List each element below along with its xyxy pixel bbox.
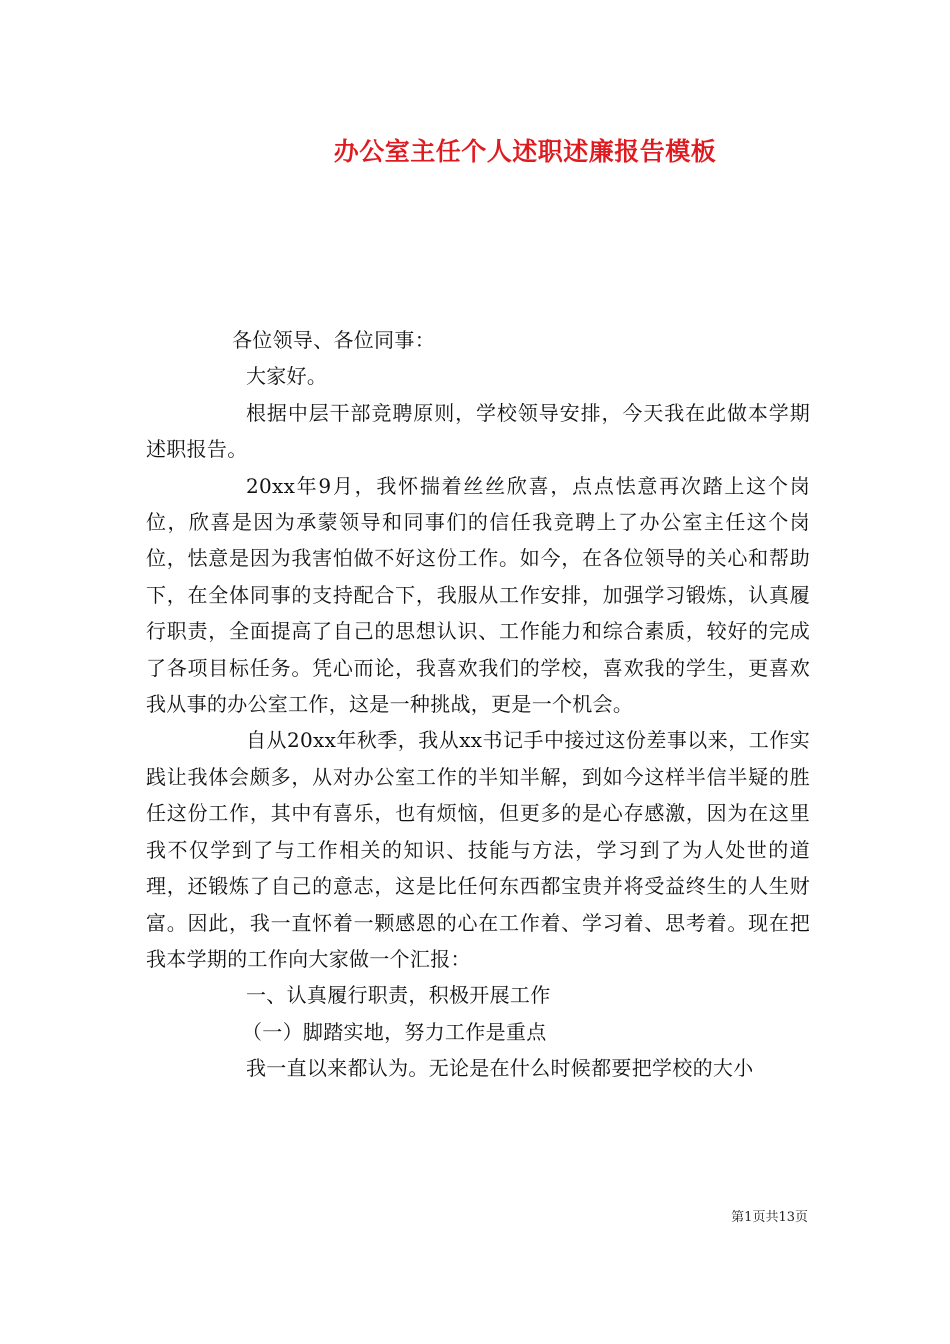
greeting: 大家好。 xyxy=(246,364,328,389)
document-title: 办公室主任个人述职述廉报告模板 xyxy=(333,137,717,166)
paragraph: 根据中层干部竞聘原则，学校领导安排，今天我在此做本学期述职报告。 xyxy=(146,400,810,462)
subsection-heading: （一）脚踏实地，努力工作是重点 xyxy=(242,1019,547,1044)
paragraph: 20xx年9月，我怀揣着丝丝欣喜，点点怯意再次踏上这个岗位，欣喜是因为承蒙领导和同事们的信任我竞聘上了办公室主任这个岗位，怯意是因为我害怕做不好这份工作。如今，在各位领导的关心和帮助下，在全体同事的支持配合下，我服从工作安排，加强学习锻炼，认真履行职责，全面提高了自己的思想认识、工作能力和综合素质，较好的完成了各项目标任务。凭心而论，我喜欢我们的学校，喜欢我的学生，更喜欢我从事的办公室工作，这是一种挑战，更是一个机会。 xyxy=(146,473,810,717)
section-heading: 一、认真履行职责，积极开展工作 xyxy=(246,983,551,1008)
salutation: 各位领导、各位同事： xyxy=(232,328,435,352)
paragraph: 自从20xx年秋季，我从xx书记手中接过这份差事以来，工作实践让我体会颇多，从对办公室工作的半知半解，到如今这样半信半疑的胜任这份工作，其中有喜乐，也有烦恼，但更多的是心存感激，因为在这里我不仅学到了与工作相关的知识、技能与方法，学习到了为人处世的道理，还锻炼了自己的意志，这是比任何东西都宝贵并将受益终生的人生财富。因此，我一直怀着一颗感恩的心在工作着、学习着、思考着。现在把我本学期的工作向大家做一个汇报： xyxy=(146,728,810,971)
paragraph: 我一直以来都认为。无论是在什么时候都要把学校的大小 xyxy=(246,1056,754,1081)
document-body xyxy=(146,322,810,1087)
page-number: 第1页共13页 xyxy=(731,1210,808,1225)
